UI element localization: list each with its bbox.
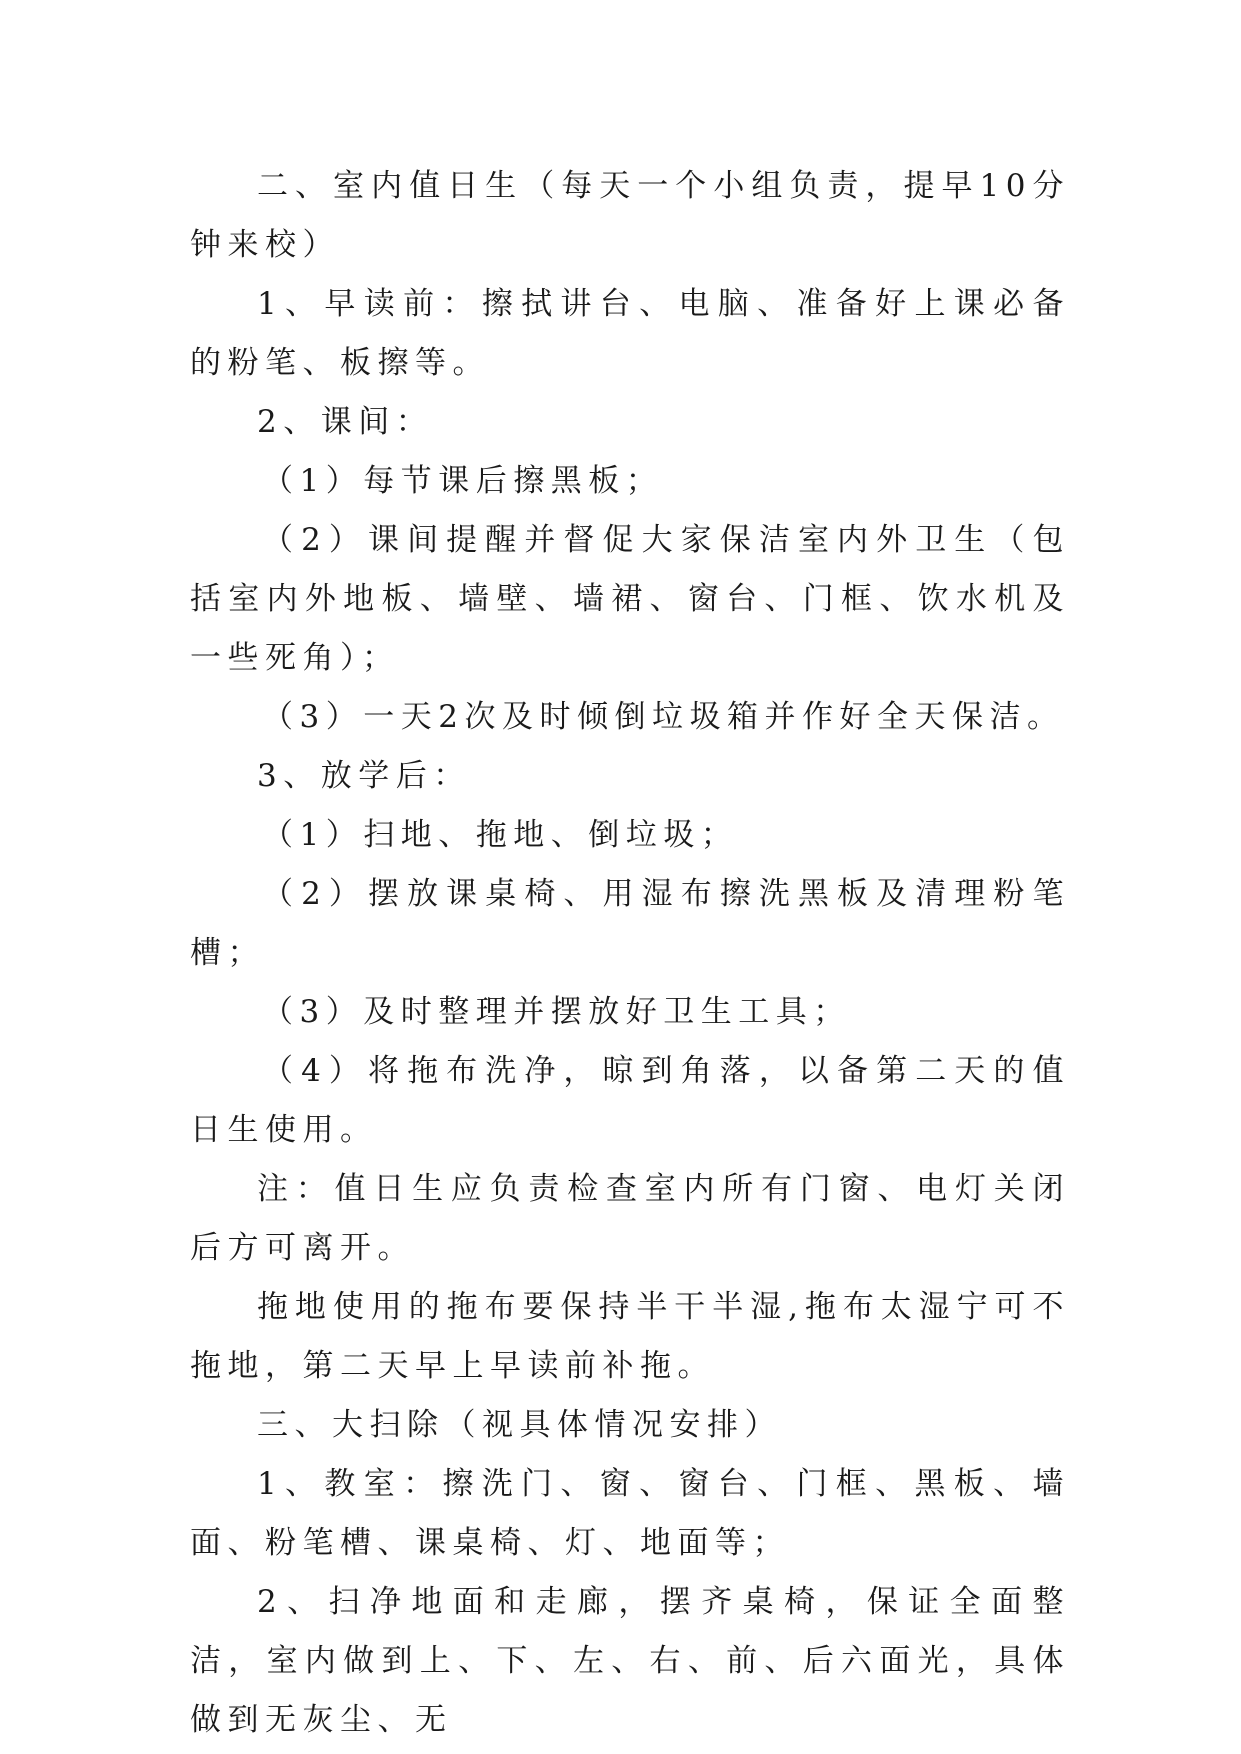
list-item: （1）扫地、拖地、倒垃圾；	[262, 817, 739, 853]
paragraph: 2、扫净地面和走廊，摆齐桌椅，保证全面整洁，室内做到上、下、左、右、前、后六面光，具体做到无灰尘、无	[190, 1584, 1070, 1738]
list-item: （3）一天2次及时倾倒垃圾箱并作好全天保洁。	[262, 699, 1065, 735]
list-item: （4）将拖布洗净，晾到角落，以备第二天的值日生使用。	[190, 1053, 1070, 1148]
paragraph: 2、课间：	[257, 404, 434, 440]
section-heading: 二、室内值日生（每天一个小组负责，提早10分钟来校）	[190, 168, 1070, 263]
note-paragraph: 注：值日生应负责检查室内所有门窗、电灯关闭后方可离开。	[190, 1171, 1070, 1266]
list-item: （3）及时整理并摆放好卫生工具；	[262, 994, 851, 1030]
document-body	[190, 157, 1070, 1750]
paragraph: 1、教室：擦洗门、窗、窗台、门框、黑板、墙面、粉笔槽、课桌椅、灯、地面等；	[190, 1466, 1070, 1561]
list-item: （1）每节课后擦黑板；	[262, 463, 664, 499]
paragraph: 3、放学后：	[257, 758, 471, 794]
paragraph: 1、早读前：擦拭讲台、电脑、准备好上课必备的粉笔、板擦等。	[190, 286, 1070, 381]
list-item: （2）课间提醒并督促大家保洁室内外卫生（包括室内外地板、墙壁、墙裙、窗台、门框、饮水机及一些死角）；	[190, 522, 1070, 676]
paragraph: 拖地使用的拖布要保持半干半湿,拖布太湿宁可不拖地，第二天早上早读前补拖。	[190, 1289, 1070, 1384]
section-heading: 三、大扫除（视具体情况安排）	[257, 1407, 782, 1443]
list-item: （2）摆放课桌椅、用湿布擦洗黑板及清理粉笔槽；	[190, 876, 1070, 971]
